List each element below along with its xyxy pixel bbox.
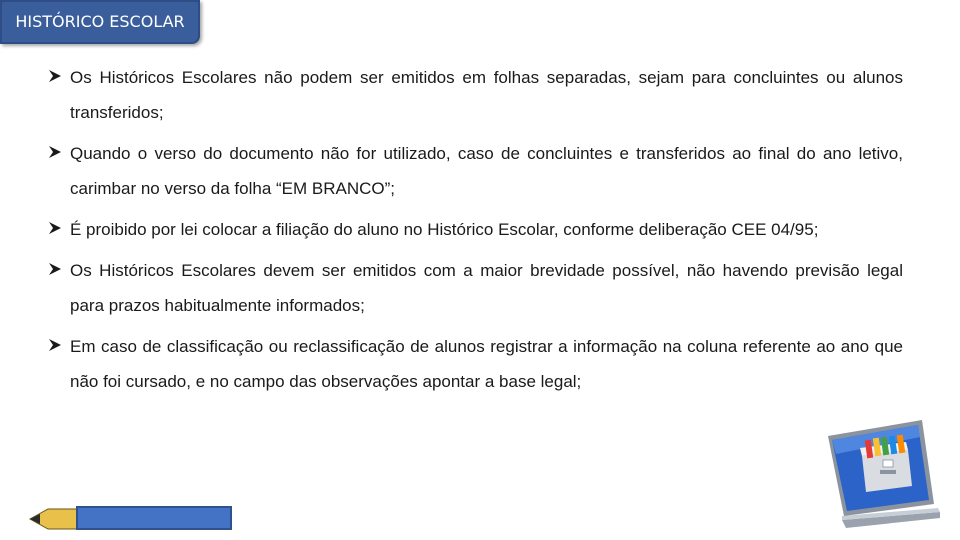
list-item bbox=[48, 253, 903, 323]
arrow-bullet-icon bbox=[48, 262, 62, 276]
arrow-bullet-icon bbox=[48, 221, 62, 235]
file-cabinet-laptop-icon bbox=[822, 412, 942, 532]
list-item bbox=[48, 60, 903, 130]
arrow-bullet-icon bbox=[48, 338, 62, 352]
list-item bbox=[48, 136, 903, 206]
list-item-text: Os Históricos Escolares devem ser emitidos com a maior brevidade possível, não havendo previsão legal para prazos habitualmente informados; bbox=[70, 261, 903, 315]
navigation-bar[interactable] bbox=[76, 506, 232, 530]
list-item bbox=[48, 329, 903, 399]
list-item-text: Quando o verso do documento não for utilizado, caso de concluintes e transferidos ao final do ano letivo, carimbar no verso da folha “EM BRANCO”; bbox=[70, 144, 903, 198]
list-item-text: Os Históricos Escolares não podem ser emitidos em folhas separadas, sejam para concluintes ou alunos transferidos; bbox=[70, 68, 903, 122]
page-title: HISTÓRICO ESCOLAR bbox=[0, 0, 200, 44]
list-item-text: É proibido por lei colocar a filiação do aluno no Histórico Escolar, conforme deliberação CEE 04/95; bbox=[70, 220, 819, 239]
list-item-text: Em caso de classificação ou reclassificação de alunos registrar a informação na coluna referente ao ano que não foi cursado, e no campo das observações apontar a base legal; bbox=[70, 337, 903, 391]
arrow-bullet-icon bbox=[48, 69, 62, 83]
list-item bbox=[48, 212, 903, 247]
pencil-icon[interactable] bbox=[28, 506, 80, 532]
bullet-list bbox=[48, 60, 903, 405]
arrow-bullet-icon bbox=[48, 145, 62, 159]
